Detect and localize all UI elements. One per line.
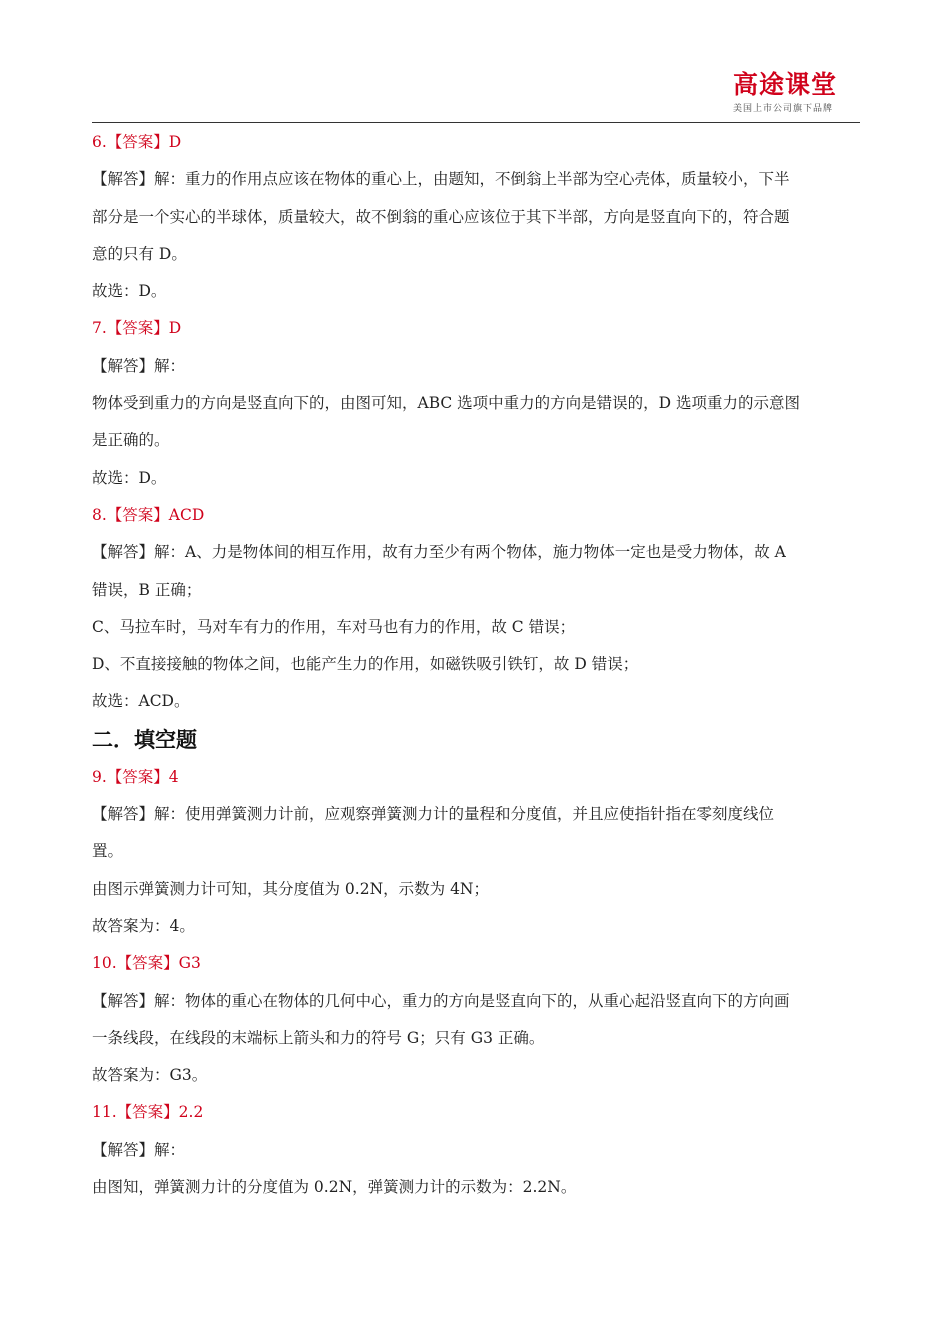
text-line: C、马拉车时，马对车有力的作用，车对马也有力的作用，故 C 错误； (92, 617, 576, 636)
text-line: 故答案为：4。 (92, 916, 195, 935)
logo-subtext: 美国上市公司旗下品牌 (733, 104, 834, 114)
text-line: 故选：D。 (92, 282, 167, 301)
document-body (92, 124, 852, 1206)
text-line: 【解答】解：重力的作用点应该在物体的重心上，由题知，不倒翁上半部为空心壳体，质量较小，下半 (92, 170, 790, 189)
header-divider (92, 122, 860, 123)
text-line: 由图示弹簧测力计可知，其分度值为 0.2N，示数为 4N； (92, 879, 489, 898)
text-line: 【解答】解：物体的重心在物体的几何中心，重力的方向是竖直向下的，从重心起沿竖直向下的方向画 (92, 991, 790, 1010)
answer-label: 10.【答案】G3 (92, 954, 201, 973)
text-line: 【解答】解：A、力是物体间的相互作用，故有力至少有两个物体，施力物体一定也是受力物体，故 A (92, 543, 786, 562)
text-line: 故选：D。 (92, 468, 167, 487)
text-line: 【解答】解： (92, 356, 186, 375)
text-line: 错误，B 正确； (92, 580, 202, 599)
text-line: 置。 (92, 842, 124, 861)
text-line: 【解答】解：使用弹簧测力计前，应观察弹簧测力计的量程和分度值，并且应使指针指在零刻度线位 (92, 805, 775, 824)
text-line: 由图知，弹簧测力计的分度值为 0.2N，弹簧测力计的示数为：2.2N。 (92, 1178, 577, 1197)
text-line: 意的只有 D。 (92, 244, 187, 263)
text-line: 部分是一个实心的半球体，质量较大，故不倒翁的重心应该位于其下半部，方向是竖直向下的，符合题 (92, 207, 790, 226)
text-line: 故答案为：G3。 (92, 1066, 208, 1085)
brand-logo (733, 70, 857, 115)
text-line: 物体受到重力的方向是竖直向下的，由图可知，ABC 选项中重力的方向是错误的，D 选项重力的示意图 (92, 394, 801, 413)
text-line: 一条线段，在线段的末端标上箭头和力的符号 G；只有 G3 正确。 (92, 1028, 545, 1047)
answer-label: 6.【答案】D (92, 133, 182, 151)
logo-text: 高途课堂 (733, 70, 838, 99)
text-line: D、不直接接触的物体之间，也能产生力的作用，如磁铁吸引铁钉，故 D 错误； (92, 655, 639, 674)
text-line: 是正确的。 (92, 431, 170, 450)
answer-label: 7.【答案】D (92, 319, 182, 338)
section-heading: 二．填空题 (92, 727, 197, 752)
text-line: 故选：ACD。 (92, 692, 190, 711)
answer-label: 11.【答案】2.2 (92, 1103, 204, 1122)
answer-label: 9.【答案】4 (92, 767, 179, 786)
text-line: 【解答】解： (92, 1140, 186, 1159)
answer-label: 8.【答案】ACD (92, 505, 205, 524)
